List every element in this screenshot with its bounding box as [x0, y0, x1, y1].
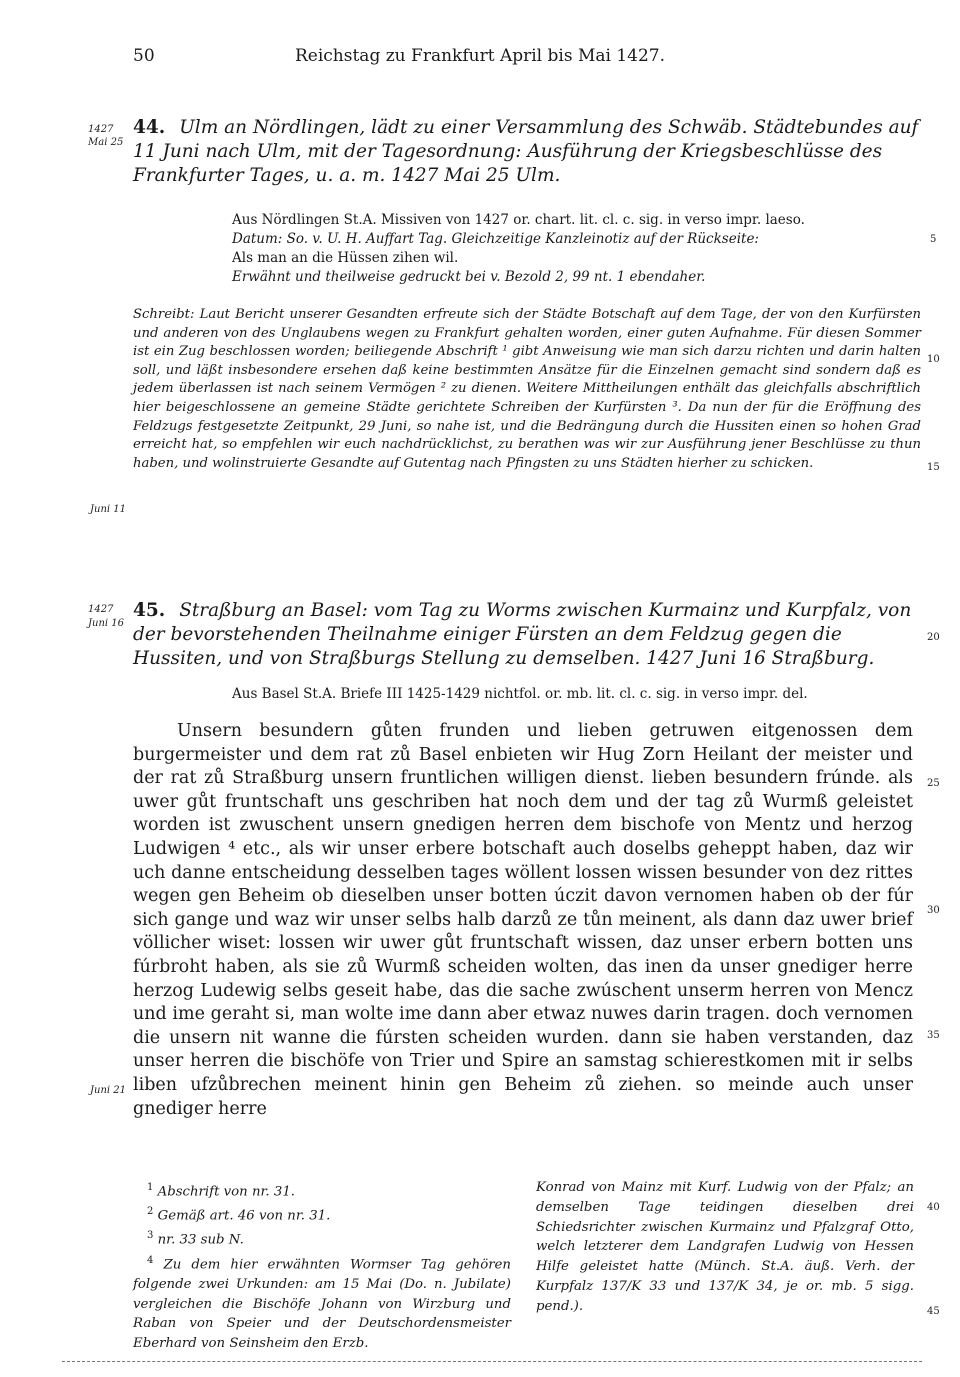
line-number-10: 10	[927, 354, 940, 365]
margin-note-juni-21: Juni 21	[90, 1085, 126, 1096]
entry-45-heading	[133, 599, 913, 671]
entry-44-source-4: Erwähnt und theilweise gedruckt bei v. Bezold 2, 99 nt. 1 ebendaher.	[232, 269, 706, 285]
footnotes-left	[133, 1178, 511, 1354]
entry-44-source-2: Datum: So. v. U. H. Auffart Tag. Gleichzeitige Kanzleinotiz auf der Rückseite:	[232, 231, 759, 247]
entry-44-summary: Schreibt: Laut Bericht unserer Gesandten erfreute sich der Städte Botschaft auf dem Tage, der von den Kurfürsten und anderen von des Unglaubens wegen zu Frankfurt gehalten worden, einer guten Aufnahme. Für diesen Sommer ist ein Zug beschlossen worden; beiliegende Abschrift ¹ gibt Anweisung wie man sich darzu richten und darin halten soll, und läßt insbesondere ersehen daß keine bestimmten Ansätze für die Einzelnen gemacht sind sondern daß es jedem überlassen ist nach seinem Vermögen ² zu dienen. Weitere Mittheilungen enthält das gleichfalls abschriftlich hier beigeschlossene an gemeine Städte gerichtete Schreiben der Kurfürsten ³. Da nun der für die Eröffnung des Feldzugs festgesetzte Zeitpunkt, 29 Juni, so nahe ist, und die Bedrängung durch die Hussiten einen so hohen Grad erreicht hat, so empfehlen wir euch nachdrücklichst, zu berathen was wir zur Ausführung jener Beschlüsse zu thun haben, und wolinstruierte Gesandte auf Gutentag nach Pfingsten zu uns Städten hierher zu schicken.	[133, 307, 921, 471]
page-number: 50	[133, 46, 155, 66]
line-number-45: 45	[927, 1306, 940, 1317]
entry-44-title: Ulm an Nördlingen, lädt zu einer Versammlung des Schwäb. Städtebundes auf 11 Juni nach Ulm, mit der Tagesordnung: Ausführung der Kriegsbeschlüsse des Frankfurter Tages, u. a. m. 1427 Mai 25 Ulm.	[133, 117, 919, 186]
margin-date-44: Mai 25	[88, 137, 124, 148]
margin-note-juni-11: Juni 11	[90, 504, 126, 515]
line-number-25: 25	[927, 778, 940, 789]
entry-45-title: Straßburg an Basel: vom Tag zu Worms zwischen Kurmainz und Kurpfalz, von der bevorstehenden Theilnahme einiger Fürsten an dem Feldzug gegen die Hussiten, und von Straßburgs Stellung zu demselben. 1427 Juni 16 Straßburg.	[133, 600, 912, 669]
entry-44-source-1: Aus Nördlingen St.A. Missiven von 1427 or. chart. lit. cl. c. sig. in verso impr. laeso.	[232, 212, 805, 228]
bottom-rule	[62, 1361, 922, 1362]
entry-44-source-3: Als man an die Hüssen zihen wil.	[232, 250, 459, 266]
line-number-35: 35	[927, 1030, 940, 1041]
footnote-marker-3: 3	[147, 1230, 154, 1242]
margin-year-44: 1427	[88, 124, 114, 135]
entry-45-source: Aus Basel St.A. Briefe III 1425-1429 nichtfol. or. mb. lit. cl. c. sig. in verso impr. del.	[232, 686, 808, 702]
footnote-1-text: Abschrift von nr. 31.	[157, 1184, 296, 1200]
footnote-marker-2: 2	[147, 1206, 154, 1218]
line-number-15: 15	[927, 462, 940, 473]
line-number-5: 5	[930, 234, 937, 245]
line-number-30: 30	[927, 905, 940, 916]
footnote-1	[133, 1178, 511, 1202]
footnote-2-text: Gemäß art. 46 von nr. 31.	[157, 1208, 331, 1224]
running-title: Reichstag zu Frankfurt April bis Mai 1427.	[294, 46, 666, 66]
footnote-4-text: Zu dem hier erwähnten Wormser Tag gehören folgende zwei Urkunden: am 15 Mai (Do. n. Jubilate) vergleichen die Bischöfe Johann von Wirzburg und Raban von Speier und der Deutschordensmeister Eberhard von Seinsheim den Erzb.	[133, 1257, 511, 1352]
footnote-2	[133, 1202, 511, 1226]
entry-45-body: Unsern besundern gůten frunden und lieben getruwen eitgenossen dem burgermeister und dem rat zů Basel enbieten wir Hug Zorn Heilant der meister und der rat zů Straßburg unsern fruntlichen willigen dienst. lieben besundern frúnde. als uwer gůt fruntschaft uns geschriben hat noch dem und der tag zů Wurmß geleistet worden ist zwuschent unsern gnedigen herren dem bischofe von Mentz und herzog Ludwigen ⁴ etc., als wir unser erbere botschaft auch doselbs geheppt haben, daz wir uch danne entscheidung desselben tages wöllent lossen wissen besunder von dez rittes wegen gen Beheim ob dieselben unser botten úczit davon vernomen haben ob der fúr sich gange und waz wir unser selbs halb darzů ze tůn meinent, als dann daz uwer brief völlicher wiset: lossen wir uwer gůt fruntschaft wissen, daz unser erbern botten uns fúrbroht haben, als sie zů Wurmß scheiden wolten, das inen da unser gnediger herre herzog Ludewig selbs geseit habe, das die sache zwúschent unserm herren von Mencz und ime geraht si, man wolte ime dann aber etwaz nuwes darin tragen. doch vernomen die unsern nit wanne die fúrsten scheiden wurden. dann sie haben verstanden, daz unser herren die bischöfe von Trier und Spire an samstag schierestkomen mit ir selbs liben ufzůbrechen meinent hinin gen Beheim zů ziehen. so meinde auch unser gnediger herre	[133, 721, 913, 1119]
line-number-40: 40	[927, 1202, 940, 1213]
footnote-4	[133, 1251, 511, 1354]
footnote-3-text: nr. 33 sub N.	[157, 1232, 244, 1248]
margin-date-45: Juni 16	[88, 618, 124, 629]
entry-45-number: 45.	[133, 600, 166, 621]
footnote-4-continued: Konrad von Mainz mit Kurf. Ludwig von der Pfalz; an demselben Tage teidingen dieselben drei Schiedsrichter zwischen Kurmainz und Pfalzgraf Otto, welch letzterer dem Landgrafen Ludwig von Hessen Hilfe geleistet hatte (Münch. St.A. äuß. Verh. der Kurpfalz 137/K 33 und 137/K 34, je or. mb. 5 sigg. pend.).	[536, 1180, 914, 1314]
line-number-20: 20	[927, 632, 940, 643]
entry-44-number: 44.	[133, 117, 166, 138]
entry-44-heading	[133, 116, 923, 188]
footnote-marker-1: 1	[147, 1182, 154, 1193]
footnote-3	[133, 1226, 511, 1250]
footnote-marker-4: 4	[147, 1254, 154, 1266]
margin-year-45: 1427	[88, 604, 114, 615]
